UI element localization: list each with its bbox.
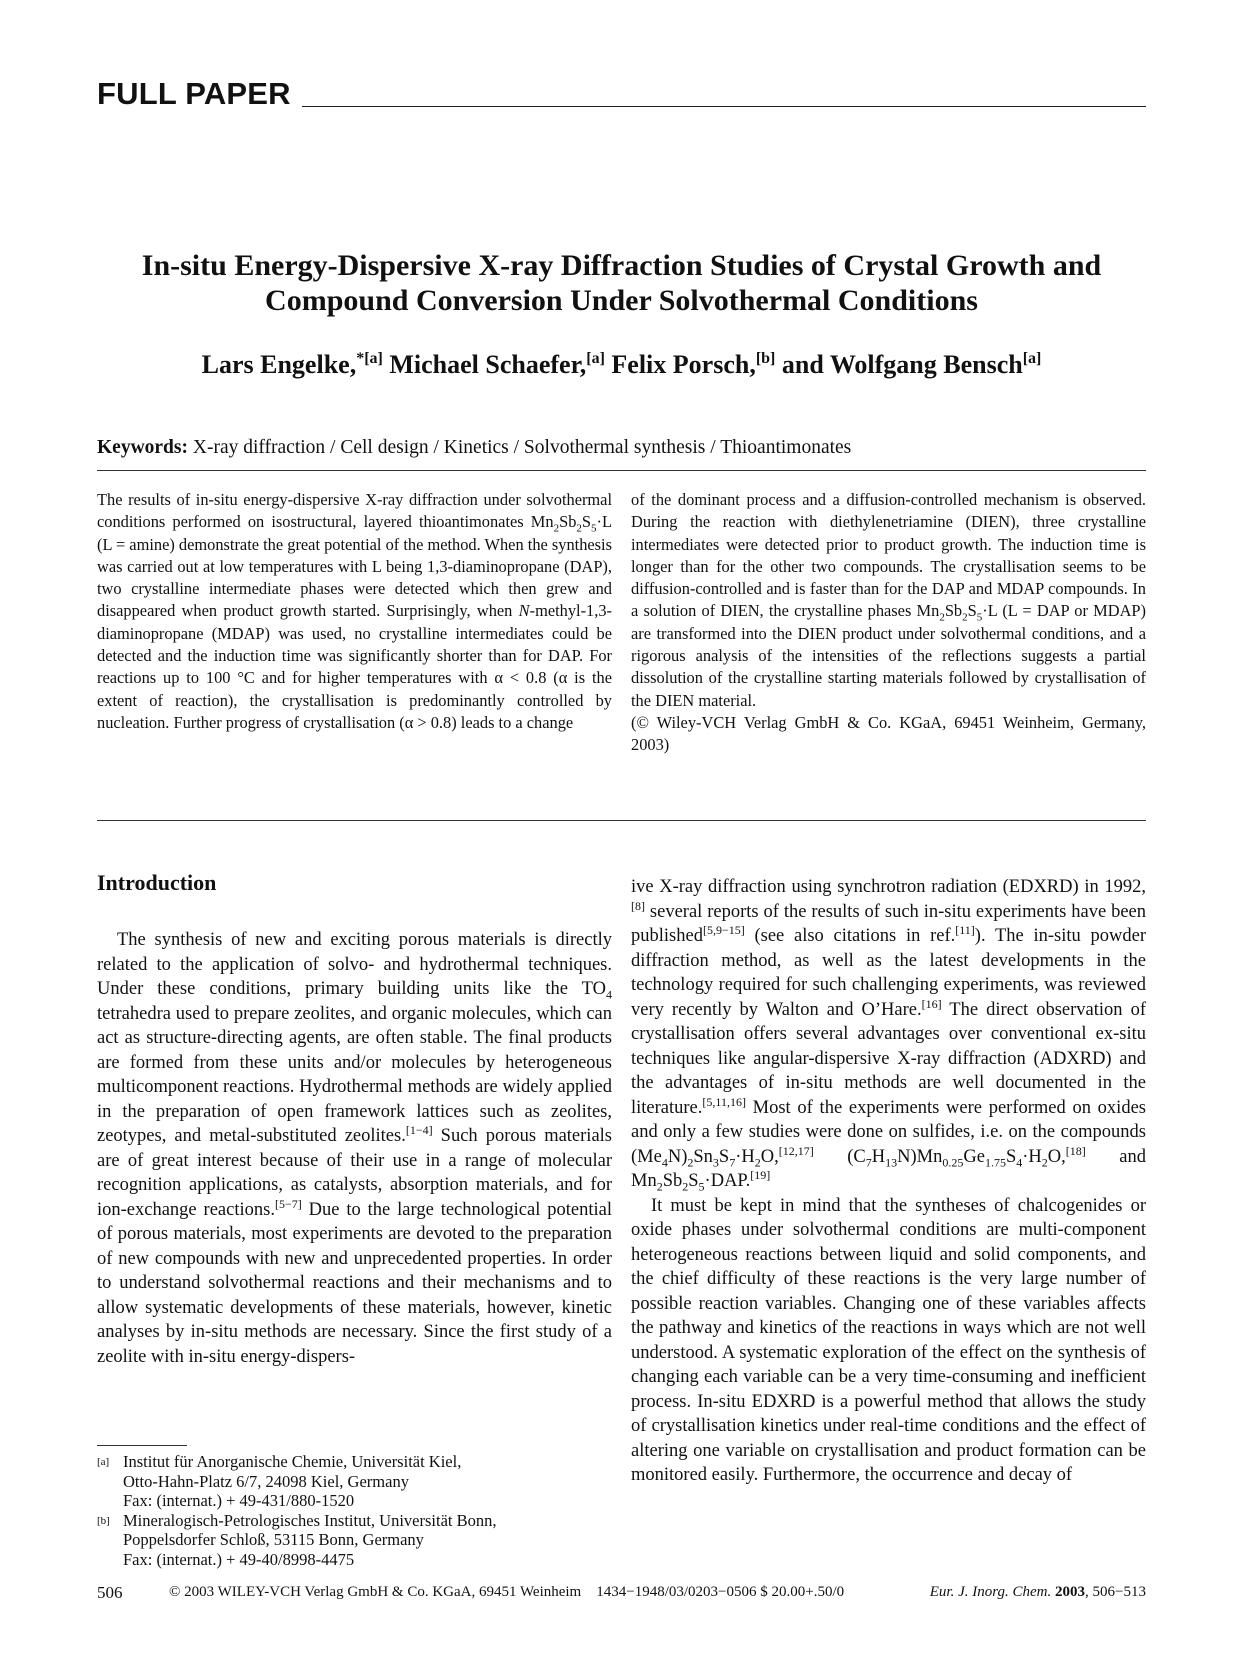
citation: [16] xyxy=(921,996,942,1011)
citation: [8] xyxy=(631,898,645,913)
abstract-text: Sb xyxy=(559,512,577,532)
author-affiliation: *[a] xyxy=(356,350,383,367)
body-right-column xyxy=(631,875,1146,1488)
footnote-mark: [b] xyxy=(97,1514,110,1527)
keywords-rule xyxy=(97,470,1146,471)
footnote-line: Fax: (internat.) + 49-40/8998-4475 xyxy=(123,1549,355,1569)
author-list xyxy=(97,350,1146,380)
citation: [11] xyxy=(955,923,975,937)
citation: [5,9−15] xyxy=(702,923,745,937)
footer-copyright: © 2003 WILEY-VCH Verlag GmbH & Co. KGaA, 69451 Weinheim 1434−1948/03/0203−0506 $ 20.00+.50/0 xyxy=(169,1584,845,1600)
author-name: Felix Porsch, xyxy=(611,350,756,379)
page-number: 506 xyxy=(97,1583,123,1602)
citation: [19] xyxy=(750,1168,771,1182)
author-affiliation: [a] xyxy=(1022,350,1042,367)
paper-title: In-situ Energy-Dispersive X-ray Diffraction Studies of Crystal Growth and Compound Conversion Under Solvothermal Conditions xyxy=(141,249,1102,317)
footnote-mark: [a] xyxy=(97,1456,110,1468)
section-label: FULL PAPER xyxy=(97,76,291,111)
citation: [18] xyxy=(1065,1143,1086,1158)
body-paragraph: The synthesis of new and exciting porous materials is directly related to the application of solvo- and hydrothermal techniques. Under these conditions, primary building units like the $TO_4$ tetrahedra used to prepare zeolites, and organic molecules, which can act as structure-directing agents, are often stable. The final products are formed from these units and/or molecules by heterogeneous multicomponent reactions. Hydrothermal methods are widely applied in the preparation of open framework lattices such as zeolites, zeotypes, and metal-substituted zeolites.[1−4] Such porous materials are of great interest because of their use in a range of molecular recognition applications, as catalysts, absorption materials, and for ion-exchange reactions.[5−7] Due to the large technological potential of porous materials, most experiments are devoted to the preparation of new compounds with new and unprecedented properties. In order to understand solvothermal reactions and their mechanisms and to allow systematic developments of these materials, however, kinetic analyses by in-situ methods are necessary. Since the first study of a zeolite with in-situ energy-dispers- xyxy=(97,930,612,1367)
footnote-line: Otto-Hahn-Platz 6/7, 24098 Kiel, Germany xyxy=(123,1471,409,1491)
abstract-text: of the dominant process and a diffusion-controlled mechanism is observed. During the reaction with diethylenetriamine (DIEN), three crystalline intermediates were detected prior to product growth. The induction time is longer than for the other two compounds. The crystallisation seems to be diffusion-controlled and is faster than for the DAP and MDAP compounds. In a solution of DIEN, the crystalline phases Mn xyxy=(631,490,1146,621)
citation: [5−7] xyxy=(274,1196,302,1211)
body-paragraph: It must be kept in mind that the syntheses of chalcogenides or oxide phases under solvothermal conditions are multi-component heterogeneous reactions between liquid and solid components, and the chief difficulty of these reactions is the very large number of possible reaction variables. Changing one of these variables affects the pathway and kinetics of the reactions in ways which are not well understood. A systematic exploration of the effect on the synthesis of changing each variable can be a very time-consuming and inefficient process. In-situ EDXRD is a powerful method that allows the study of crystallisation kinetics under real-time conditions and the effect of altering one variable on crystallisation and product formation can be monitored easily. Furthermore, the occurrence and decay of xyxy=(631,1195,1146,1485)
citation: [12,17] xyxy=(778,1143,814,1158)
abstract-text: N xyxy=(518,601,530,621)
abstract-right-column: of the dominant process and a diffusion-controlled mechanism is observed. During the reaction with diethylenetriamine (DIEN), three crystalline intermediates were detected prior to product growth. The induction time is longer than for the other two compounds. The crystallisation seems to be diffusion-controlled and is faster than for the DAP and MDAP compounds. In a solution of DIEN, the crystalline phases $Mn_2Sb_2S_5\cdot L$ (L = DAP or MDAP) are transformed into the DIEN product under solvothermal conditions, and a rigorous analysis of the intensities of the reflections suggests a partial dissolution of the crystalline starting materials followed by crystallisation of the DIEN material. (© Wiley-VCH Verlag GmbH & Co. KGaA, 69451 Weinheim, Germany, 2003) xyxy=(631,490,1146,755)
keywords-text: X-ray diffraction / Cell design / Kinetics / Solvothermal synthesis / Thioantimonates xyxy=(192,437,852,458)
abstract-text: The results of in-situ energy-dispersive X-ray diffraction under solvothermal conditions performed on isostructural, layered thioantimonates Mn xyxy=(97,490,612,532)
keywords-label: Keywords: xyxy=(97,437,188,458)
abstract-copyright: (© Wiley-VCH Verlag GmbH & Co. KGaA, 69451 Weinheim, Germany, 2003) xyxy=(631,712,1146,755)
footnote xyxy=(97,1511,612,1570)
abstract-text: ·L (L = amine) demonstrate the great potential of the method. When the synthesis was carried out at low temperatures with L being 1,3-diaminopropane (DAP), two crystalline intermediate phases were detected which then grew and disappeared when product growth started. Surprisingly, when xyxy=(97,512,612,621)
body-paragraph: ive X-ray diffraction using synchrotron radiation (EDXRD) in 1992,[8] several reports of the results of such in-situ experiments have been published[5,9−15] (see also citations in ref.[11]). The in-situ powder diffraction method, as well as the latest developments in the technology required for such challenging experiments, was reviewed very recently by Walton and O’Hare.[16] The direct observation of crystallisation offers several advantages over conventional ex-situ techniques like angular-dispersive X-ray diffraction (ADXRD) and the advantages of in-situ methods are well documented in the literature.[5,11,16] Most of the experiments were performed on oxides and only a few studies were done on sulfides, i.e. on the compounds $(Me_4N)_2Sn_3S_7\cdot H_2O,[12,17]$ $(C_7H_{13}N)Mn_{0.25}Ge_{1.75}S_4\cdot H_2O,[18]$ and $Mn_2Sb_2S_5\cdot DAP.[19]$ xyxy=(631,877,1146,1194)
citation: [1−4] xyxy=(405,1123,433,1137)
keywords xyxy=(97,437,851,459)
footer-code: 1434−1948/03/0203−0506 $ 20.00+.50/0 xyxy=(596,1584,845,1600)
abstract-text: Sb xyxy=(944,601,963,621)
author-name: and Wolfgang Bensch xyxy=(781,350,1023,379)
author-affiliation: [a] xyxy=(586,350,605,367)
author-affiliation: [b] xyxy=(755,350,776,367)
footer-citation: Eur. J. Inorg. Chem. 2003, 506−513 xyxy=(929,1584,1146,1600)
footnote-line: Mineralogisch-Petrologisches Institut, Universität Bonn, xyxy=(123,1510,497,1530)
abstract-text: ·L (L = DAP or MDAP) are transformed into the DIEN product under solvothermal conditions, and a rigorous analysis of the intensities of the reflections suggests a partial dissolution of the crystalline starting materials followed by crystallisation of the DIEN material. xyxy=(631,601,1146,710)
author-name: Michael Schaefer, xyxy=(389,350,587,379)
introduction-heading: Introduction xyxy=(97,870,217,895)
abstract-rule xyxy=(97,820,1146,821)
footnote-line: Poppelsdorfer Schloß, 53115 Bonn, Germany xyxy=(123,1530,424,1549)
section-rule xyxy=(302,106,1146,107)
author-name: Lars Engelke, xyxy=(201,350,357,379)
body-left-column xyxy=(97,928,612,1369)
footnote-rule xyxy=(97,1445,187,1446)
footnote-line: Institut für Anorganische Chemie, Universität Kiel, xyxy=(123,1452,462,1471)
abstract-left-column: The results of in-situ energy-dispersive X-ray diffraction under solvothermal conditions performed on isostructural, layered thioantimonates $Mn_2Sb_2S_5\cdot L$ (L = amine) demonstrate the great potential of the method. When the synthesis was carried out at low temperatures with L being 1,3-diaminopropane (DAP), two crystalline intermediate phases were detected which then grew and disappeared when product growth started. Surprisingly, when N-methyl-1,3-diaminopropane (MDAP) was used, no crystalline intermediates could be detected and the induction time was significantly shorter than for DAP. For reactions up to 100 °C and for higher temperatures with α < 0.8 (α is the extent of reaction), the crystallisation is predominantly controlled by nucleation. Further progress of crystallisation (α > 0.8) leads to a change xyxy=(97,490,612,732)
abstract-text: -methyl-1,3-diaminopropane (MDAP) was used, no crystalline intermediates could be detected and the induction time was significantly shorter than for DAP. For reactions up to 100 °C and for higher temperatures with α < 0.8 (α is the extent of reaction), the crystallisation is predominantly controlled by nucleation. Further progress of crystallisation (α > 0.8) leads to a change xyxy=(97,601,612,732)
abstract-text: S xyxy=(581,512,592,532)
footnote xyxy=(97,1452,612,1511)
footnotes xyxy=(97,1452,612,1569)
footnote-line: Fax: (internat.) + 49-431/880-1520 xyxy=(123,1491,355,1510)
abstract-text: S xyxy=(967,601,977,621)
citation: [5,11,16] xyxy=(702,1094,746,1109)
